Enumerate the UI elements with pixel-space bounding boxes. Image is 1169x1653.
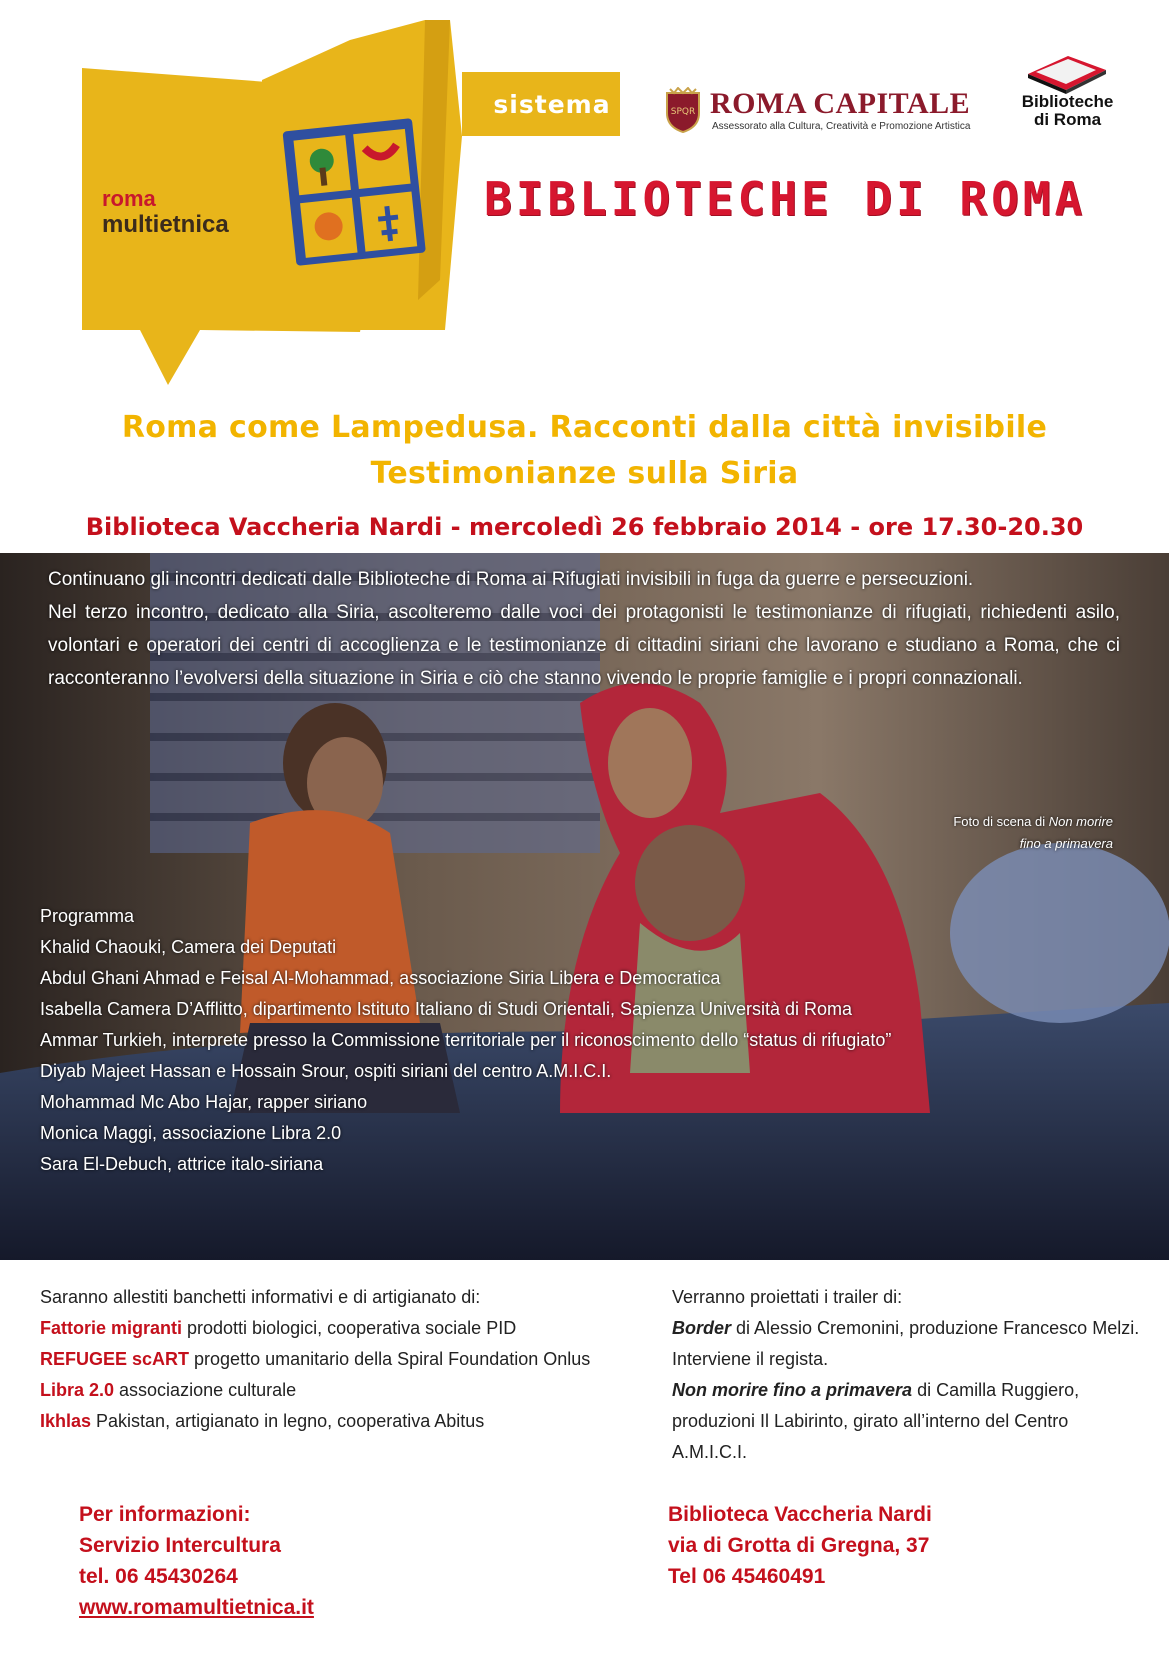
roma-capitale-subtitle: Assessorato alla Cultura, Creatività e Promozione Artistica [712, 121, 971, 132]
stall-name: Ikhlas [40, 1411, 92, 1431]
trailer-item [672, 1313, 1142, 1375]
stall-item [40, 1406, 660, 1437]
bdr-line1: Biblioteche [1021, 92, 1114, 111]
stalls-heading: Saranno allestiti banchetti informativi e di artigianato di: [40, 1287, 481, 1307]
photo-band [0, 553, 1169, 1260]
library-phone: Tel 06 45460491 [668, 1565, 826, 1588]
stall-desc: prodotti biologici, cooperativa sociale PID [182, 1318, 517, 1338]
event-title: Roma come Lampedusa. Racconti dalla città invisibile [121, 410, 1048, 445]
books-icon [1022, 50, 1112, 94]
event-subtitle: Testimonianze sulla Siria [370, 456, 799, 491]
trailers-column [672, 1282, 1142, 1468]
svg-text:SPQR: SPQR [670, 107, 696, 117]
contact-info [79, 1499, 314, 1623]
trailer-desc: di Camilla Ruggiero, produzioni Il Labirinto, girato all’interno del Centro A.M.I.C.I. [672, 1380, 1080, 1462]
library-street: via di Grotta di Gregna, 37 [668, 1534, 930, 1557]
biblioteche-di-roma-text [1000, 93, 1135, 129]
photo-credit-film-2: fino a primavera [1019, 836, 1113, 851]
photo-credit-prefix: Foto di scena di [953, 814, 1049, 829]
program-heading: Programma [40, 906, 135, 926]
photo-credit [873, 811, 1113, 855]
trailers-heading: Verranno proiettati i trailer di: [672, 1287, 903, 1307]
stalls-column [40, 1282, 660, 1437]
stall-name: Libra 2.0 [40, 1380, 115, 1400]
program-item: Sara El-Debuch, attrice italo-siriana [40, 1154, 324, 1174]
library-address [668, 1499, 932, 1592]
program-item: Diyab Majeet Hassan e Hossain Srour, ospiti siriani del centro A.M.I.C.I. [40, 1061, 612, 1081]
photo-credit-film-1: Non morire [1048, 814, 1113, 829]
stall-name: REFUGEE scART [40, 1349, 190, 1369]
roma-crest-icon [664, 87, 702, 133]
library-name: Biblioteca Vaccheria Nardi [668, 1503, 932, 1526]
roma-capitale-title: ROMA CAPITALE [710, 87, 971, 120]
trailer-title: Border [672, 1318, 732, 1338]
program-item: Monica Maggi, associazione Libra 2.0 [40, 1123, 342, 1143]
logo-sistema-text: sistema [493, 90, 611, 119]
program-list [40, 901, 891, 1180]
program-item: Ammar Turkieh, interprete presso la Commissione territoriale per il riconoscimento dello “status di rifugiato” [40, 1030, 892, 1050]
trailer-item [672, 1375, 1142, 1468]
program-item: Khalid Chaouki, Camera dei Deputati [40, 937, 337, 957]
contact-phone: tel. 06 45430264 [79, 1565, 238, 1588]
stall-desc: progetto umanitario della Spiral Foundation Onlus [189, 1349, 591, 1369]
intro-text [48, 563, 1120, 695]
website-link[interactable]: www.romamultietnica.it [79, 1596, 314, 1619]
intro-paragraph-1: Continuano gli incontri dedicati dalle Biblioteche di Roma ai Rifugiati invisibili in fuga da guerre e persecuzioni. [48, 569, 974, 590]
trailer-desc: di Alessio Cremonini, produzione Francesco Melzi. Interviene il regista. [672, 1318, 1140, 1369]
stall-desc: associazione culturale [114, 1380, 297, 1400]
contact-service: Servizio Intercultura [79, 1534, 281, 1557]
contact-heading: Per informazioni: [79, 1503, 251, 1526]
program-item: Isabella Camera D’Afflitto, dipartimento Istituto Italiano di Studi Orientali, Sapienza Università di Roma [40, 999, 853, 1019]
program-item: Mohammad Mc Abo Hajar, rapper siriano [40, 1092, 368, 1112]
event-venue-date: Biblioteca Vaccheria Nardi - mercoledì 26 febbraio 2014 - ore 17.30-20.30 [85, 513, 1084, 541]
roma-capitale-logo [664, 87, 994, 137]
trailer-title: Non morire fino a primavera [672, 1380, 913, 1400]
bdr-line2: di Roma [1033, 110, 1102, 129]
stall-item [40, 1375, 660, 1406]
stall-item [40, 1313, 660, 1344]
intro-paragraph-2: Nel terzo incontro, dedicato alla Siria, ascolteremo dalle voci dei protagonisti le testimonianze di rifugiati, richiedenti asilo, volontari e operatori dei centri di accoglienza e le testimonianze di cittadini siriani che lavorano e studiano a Roma, che ci racconteranno l’evolversi della situazione in Siria e ciò che stanno vivendo le proprie famiglie e i propri connazionali. [48, 602, 1120, 689]
logo-roma-text: roma [102, 186, 156, 211]
biblioteche-di-roma-title: BIBLIOTECHE DI ROMA [484, 172, 1087, 226]
stall-item [40, 1344, 660, 1375]
biblioteche-di-roma-logo [1000, 50, 1135, 135]
stall-name: Fattorie migranti [40, 1318, 183, 1338]
stall-desc: Pakistan, artigianato in legno, cooperativa Abitus [91, 1411, 485, 1431]
logo-multietnica-text: multietnica [102, 211, 229, 238]
program-item: Abdul Ghani Ahmad e Feisal Al-Mohammad, associazione Siria Libera e Democratica [40, 968, 721, 988]
header [0, 0, 1169, 395]
